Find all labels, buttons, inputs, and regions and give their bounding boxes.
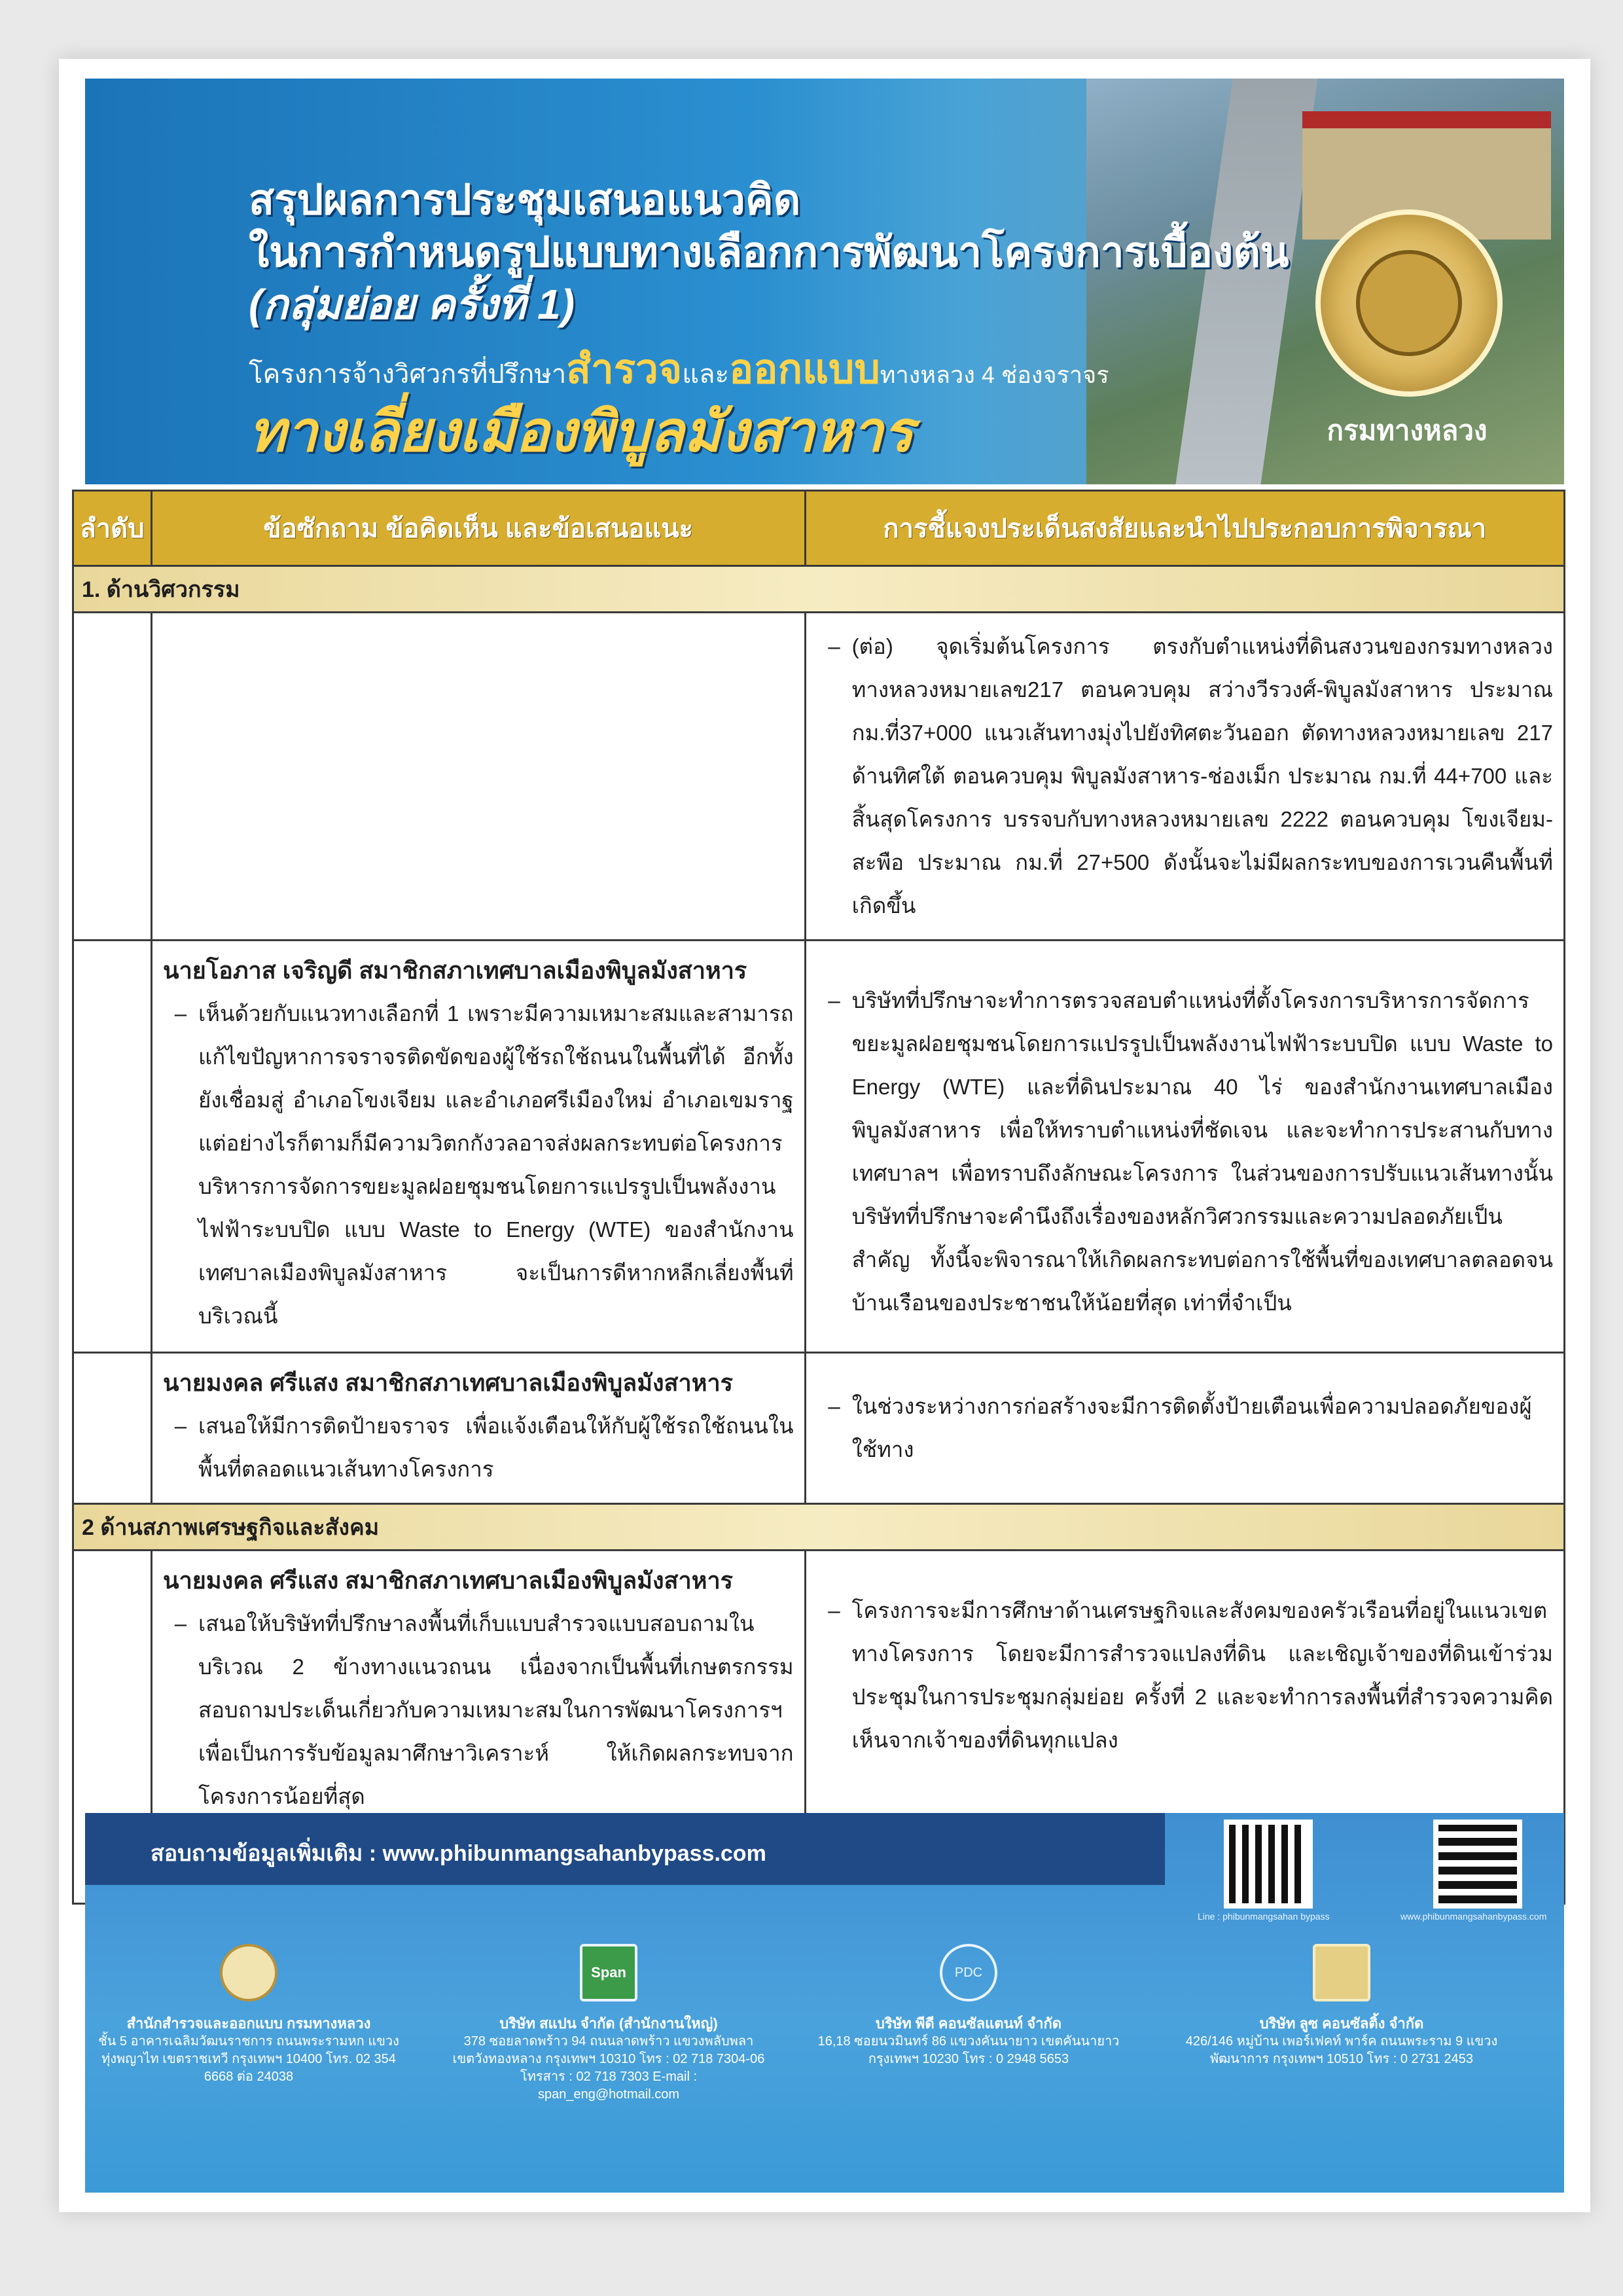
subtitle-suffix: ทางหลวง 4 ช่องจราจร [880,361,1109,388]
doh-logo-icon [220,1944,277,2001]
header-question: ข้อซักถาม ข้อคิดเห็น และข้อเสนอแนะ [151,491,805,566]
table-row [73,1353,1565,1504]
org-name: สำนักสำรวจและออกแบบ กรมทางหลวง [126,2015,371,2032]
org-name: บริษัท สแปน จำกัด (สำนักงานใหญ่) [499,2015,718,2032]
org-span [452,1944,766,2104]
org-address: 16,18 ซอยนวมินทร์ 86 แขวงคันนายาว เขตคันนายาว กรุงเทพฯ 10230 โทร : 0 2948 5653 [817,2034,1120,2066]
bullet-dash: – [828,1394,840,1418]
qr-caption-website: www.phibunmangsahanbypass.com [1400,1911,1547,1922]
header-banner [85,79,1564,484]
bullet-dash: – [828,1598,840,1623]
department-seal-icon [1315,209,1503,397]
pdc-logo-icon: PDC [940,1944,997,2001]
title-line-1: สรุปผลการประชุมเสนอแนวคิด [249,176,801,223]
section-row-engineering [73,566,1565,613]
org-luz [1185,1944,1499,2068]
header-answer: การชี้แจงประเด็นสงสัยและนำไปประกอบการพิจารณา [805,491,1564,566]
answer-cell [805,1353,1564,1504]
seal-label: กรมทางหลวง [1327,415,1488,446]
question-cell [151,1353,805,1504]
document-page [59,59,1590,2212]
bullet-dash: – [174,1414,187,1438]
section-label: 1. ด้านวิศวกรรม [73,566,1565,613]
bullet-dash: – [828,988,840,1013]
luz-logo-icon [1313,1944,1370,2001]
subtitle-and: และ [682,360,730,389]
subtitle-survey: สำรวจ [566,347,683,392]
subtitle-design: ออกแบบ [729,347,880,392]
table-header-row [73,491,1565,566]
speaker-name: นายมงคล ศรีแสง สมาชิกสภาเทศบาลเมืองพิบูลมังสาหาร [162,1567,734,1594]
row-number-cell [73,1353,152,1504]
speaker-name: นายโอภาส เจริญดี สมาชิกสภาเทศบาลเมืองพิบูลมังสาหาร [162,957,747,984]
section-row-socioeconomic [73,1504,1565,1551]
footer [85,1813,1564,2193]
answer-cell [805,613,1564,941]
speaker-name: นายมงคล ศรีแสง สมาชิกสภาเทศบาลเมืองพิบูลมังสาหาร [162,1369,734,1396]
website-qr-code-icon [1433,1820,1522,1909]
answer-text: โครงการจะมีการศึกษาด้านเศรษฐกิจและสังคมของครัวเรือนที่อยู่ในแนวเขตทางโครงการ โดยจะมีการสำรวจแปลงที่ดิน และเชิญเจ้าของที่ดินเข้าร่วมประชุมในการประชุมกลุ่มย่อย ครั้งที่ 2 และจะทำการลงพื้นที่สำรวจความคิดเห็นจากเจ้าของที่ดินทุกแปลง [851,1598,1553,1752]
summary-table [72,490,1565,1905]
table-row [73,941,1565,1353]
span-logo-icon: Span [580,1944,637,2001]
org-address: 426/146 หมู่บ้าน เพอร์เฟคท์ พาร์ค ถนนพระราม 9 แขวงพัฒนาการ กรุงเทพฯ 10510 โทร : 0 2731 2453 [1185,2034,1498,2066]
header-no: ลำดับ [73,491,152,566]
question-cell [151,613,805,941]
road-graphic [1175,79,1317,484]
answer-cell [805,941,1564,1353]
org-doh [92,1944,406,2086]
org-address: ชั้น 5 อาคารเฉลิมวัฒนราชการ ถนนพระรามหก แขวงทุ่งพญาไท เขตราชเทวี กรุงเทพฯ 10400 โทร. 02 354 6668 ต่อ 24038 [98,2034,399,2084]
row-number-cell [73,941,152,1353]
question-text: เสนอให้มีการติดป้ายจราจร เพื่อแจ้งเตือนให้กับผู้ใช้รถใช้ถนนในพื้นที่ตลอดแนวเส้นทางโครงการ [198,1414,794,1481]
row-number-cell [73,613,152,941]
question-text: เสนอให้บริษัทที่ปรึกษาลงพื้นที่เก็บแบบสำรวจแบบสอบถามในบริเวณ 2 ข้างทางแนวถนน เนื่องจากเป็นพื้นที่เกษตรกรรม สอบถามประเด็นเกี่ยวกับความเหมาะสมในการพัฒนาโครงการฯ เพื่อเป็นการรับข้อมูลมาศึกษาวิเคราะห์ ให้เกิดผลกระทบจากโครงการน้อยที่สุด [198,1611,794,1808]
title-line-2: ในการกำหนดรูปแบบทางเลือกการพัฒนาโครงการเบื้องต้น [249,228,1289,276]
answer-text: (ต่อ) จุดเริ่มต้นโครงการ ตรงกับตำแหน่งที่ดินสงวนของกรมทางหลวง ทางหลวงหมายเลข217 ตอนควบคุม สว่างวีรวงศ์-พิบูลมังสาหาร ประมาณ กม.ที่37+000 แนวเส้นทางมุ่งไปยังทิศตะวันออก ตัดทางหลวงหมายเลข 217 ด้านทิศใต้ ตอนควบคุม พิบูลมังสาหาร-ช่องเม็ก ประมาณ กม.ที่ 44+700 และสิ้นสุดโครงการ บรรจบกับทางหลวงหมายเลข 2222 ตอนควบคุม โขงเจียม-สะพือ ประมาณ กม.ที่ 27+500 ดังนั้นจะไม่มีผลกระทบของการเวนคืนพื้นที่เกิดขึ้น [851,634,1553,918]
title-line-3: (กลุ่มย่อย ครั้งที่ 1) [249,281,575,328]
answer-text: บริษัทที่ปรึกษาจะทำการตรวจสอบตำแหน่งที่ตั้งโครงการบริหารการจัดการขยะมูลฝอยชุมชนโดยการแปรรูปเป็นพลังงานไฟฟ้าระบบปิด แบบ Waste to Energy (WTE) และที่ดินประมาณ 40 ไร่ ของสำนักงานเทศบาลเมืองพิบูลมังสาหาร เพื่อให้ทราบตำแหน่งที่ชัดเจน และจะทำการประสานกับทางเทศบาลฯ เพื่อทราบถึงลักษณะโครงการ ในส่วนของการปรับแนวเส้นทางนั้น บริษัทที่ปรึกษาจะคำนึงถึงเรื่องของหลักวิศวกรรมและความปลอดภัยเป็นสำคัญ ทั้งนี้จะพิจารณาให้เกิดผลกระทบต่อการใช้พื้นที่ของเทศบาลตลอดจนบ้านเรือนของประชาชนให้น้อยที่สุด เท่าที่จำเป็น [851,988,1553,1315]
org-name: บริษัท ลูซ คอนซัลติ้ง จำกัด [1259,2015,1424,2032]
line-qr-code-icon [1224,1820,1313,1909]
org-pdc [812,1944,1126,2068]
section-label: 2 ด้านสภาพเศรษฐกิจและสังคม [73,1504,1565,1551]
table-row [73,613,1565,941]
qr-caption-line: Line : phibunmangsahan bypass [1198,1911,1330,1922]
org-address: 378 ซอยลาดพร้าว 94 ถนนลาดพร้าว แขวงพลับพลา เขตวังทองหลาง กรุงเทพฯ 10310 โทร : 02 718 7304-06 โทรสาร : 02 718 7303 E-mail : span_eng@hotmail.com [452,2034,765,2102]
question-text: เห็นด้วยกับแนวทางเลือกที่ 1 เพราะมีความเหมาะสมและสามารถแก้ไขปัญหาการจราจรติดขัดของผู้ใช้รถใช้ถนนในพื้นที่ได้ อีกทั้งยังเชื่อมสู่ อำเภอโขงเจียม และอำเภอศรีเมืองใหม่ อำเภอเขมราฐ แต่อย่างไรก็ตามก็มีความวิตกกังวลอาจส่งผลกระทบต่อโครงการบริหารการจัดการขยะมูลฝอยชุมชนโดยการแปรรูปเป็นพลังงานไฟฟ้าระบบปิด แบบ Waste to Energy (WTE) ของสำนักงานเทศบาลเมืองพิบูลมังสาหาร จะเป็นการดีหากหลีกเลี่ยงพื้นที่บริเวณนี้ [198,1001,794,1328]
question-cell [151,941,805,1353]
bullet-dash: – [174,1611,187,1636]
project-name: ทางเลี่ยงเมืองพิบูลมังสาหาร [249,401,914,463]
contact-link[interactable]: สอบถามข้อมูลเพิ่มเติม : www.phibunmangsahanbypass.com [151,1841,766,1866]
subtitle-prefix: โครงการจ้างวิศวกรที่ปรึกษา [249,360,567,389]
answer-text: ในช่วงระหว่างการก่อสร้างจะมีการติดตั้งป้ายเตือนเพื่อความปลอดภัยของผู้ใช้ทาง [851,1394,1532,1462]
org-name: บริษัท พีดี คอนซัลแตนท์ จำกัด [875,2015,1062,2032]
bullet-dash: – [174,1001,187,1026]
bullet-dash: – [828,634,840,658]
